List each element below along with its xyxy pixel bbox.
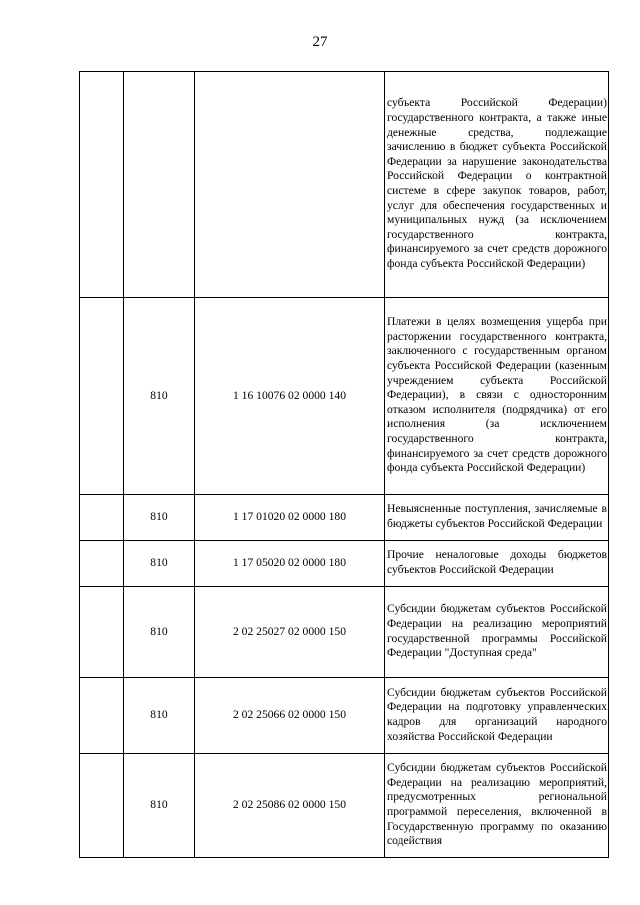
budget-code-cell: 2 02 25066 02 0000 150: [195, 678, 385, 754]
table-row: [80, 495, 609, 541]
empty-cell: [80, 754, 124, 858]
budget-code-cell: 1 17 05020 02 0000 180: [195, 541, 385, 587]
admin-code-cell: 810: [124, 495, 195, 541]
description-cell: субъекта Российской Федерации) государственного контракта, а также иные денежные средства, подлежащие зачислению в бюджет субъекта Российской Федерации за нарушение законодательства Российской Федерации о контрактной системе в сфере закупок товаров, работ, услуг для обеспечения государственных и муниципальных нужд (за исключением государственного контракта, финансируемого за счет средств дорожного фонда субъекта Российской Федерации): [385, 72, 609, 298]
budget-code-cell: [195, 72, 385, 298]
description-cell: Платежи в целях возмещения ущерба при расторжении государственного контракта, заключенного с государственным органом субъекта Российской Федерации (казенным учреждением субъекта Российской Федерации), в связи с односторонним отказом исполнителя (подрядчика) от его исполнения (за исключением государственного контракта, финансируемого за счет средств дорожного фонда субъекта Российской Федерации): [385, 298, 609, 495]
table-row: [80, 754, 609, 858]
empty-cell: [80, 541, 124, 587]
table-row: [80, 298, 609, 495]
table-row: [80, 587, 609, 678]
table-row: [80, 541, 609, 587]
admin-code-cell: 810: [124, 754, 195, 858]
empty-cell: [80, 678, 124, 754]
empty-cell: [80, 72, 124, 298]
table-row: [80, 678, 609, 754]
budget-code-cell: 2 02 25086 02 0000 150: [195, 754, 385, 858]
budget-code-cell: 1 17 01020 02 0000 180: [195, 495, 385, 541]
admin-code-cell: 810: [124, 678, 195, 754]
admin-code-cell: 810: [124, 298, 195, 495]
page-number: 27: [312, 34, 328, 50]
admin-code-cell: 810: [124, 541, 195, 587]
empty-cell: [80, 495, 124, 541]
empty-cell: [80, 587, 124, 678]
description-cell: Субсидии бюджетам субъектов Российской Федерации на подготовку управленческих кадров для организаций народного хозяйства Российской Федерации: [385, 678, 609, 754]
description-cell: Субсидии бюджетам субъектов Российской Федерации на реализацию мероприятий государственной программы Российской Федерации "Доступная среда": [385, 587, 609, 678]
budget-revenue-table: [79, 71, 609, 858]
description-cell: Невыясненные поступления, зачисляемые в бюджеты субъектов Российской Федерации: [385, 495, 609, 541]
admin-code-cell: [124, 72, 195, 298]
table-row: [80, 72, 609, 298]
description-cell: Субсидии бюджетам субъектов Российской Федерации на реализацию мероприятий, предусмотренных региональной программой переселения, включенной в Государственную программу по оказанию содействия: [385, 754, 609, 858]
description-cell: Прочие неналоговые доходы бюджетов субъектов Российской Федерации: [385, 541, 609, 587]
budget-code-cell: 2 02 25027 02 0000 150: [195, 587, 385, 678]
budget-code-cell: 1 16 10076 02 0000 140: [195, 298, 385, 495]
admin-code-cell: 810: [124, 587, 195, 678]
empty-cell: [80, 298, 124, 495]
